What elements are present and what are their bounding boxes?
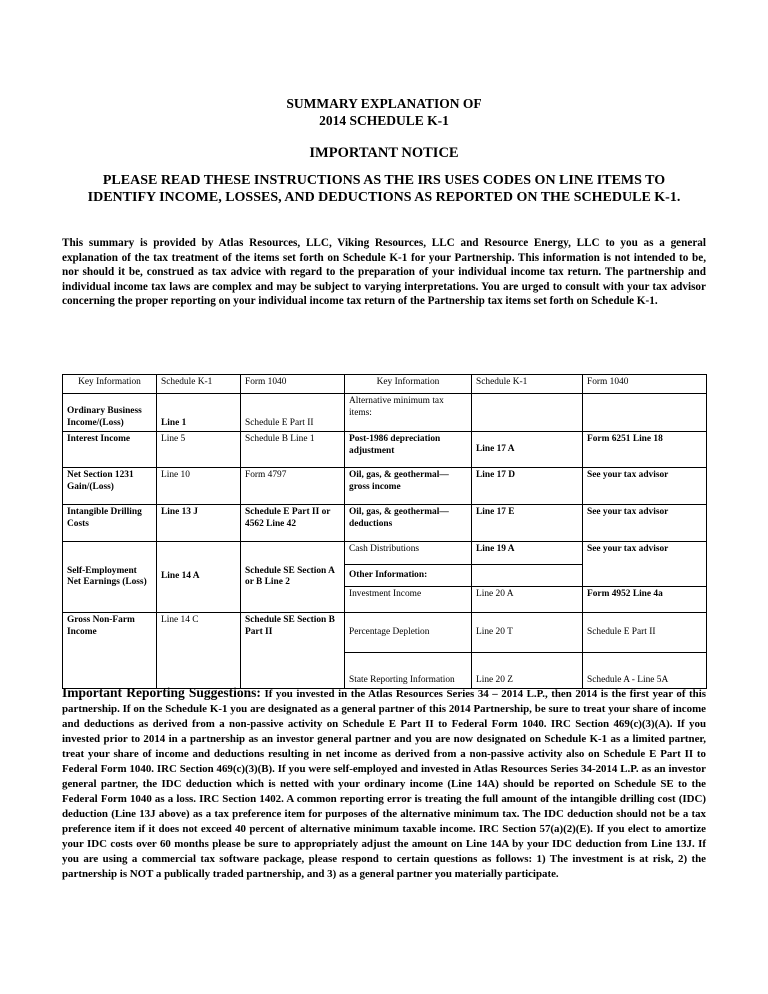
header-cell: Key Information — [63, 375, 157, 394]
k1-cell — [472, 394, 583, 432]
table-header-row — [63, 375, 707, 394]
form-cell: See your tax advisor — [583, 468, 707, 505]
table-row — [63, 542, 707, 565]
form-cell: Form 4797 — [241, 468, 345, 505]
k1-cell: Line 17 D — [472, 468, 583, 505]
k1-cell: Line 10 — [157, 468, 241, 505]
suggestions-text: If you invested in the Atlas Resources Series 34 – 2014 L.P., then 2014 is the first year of this partnership. If on the Schedule K-1 you are designated as a general partner of this 2014 Partnership, be sure to treat your share of income and deductions as derived from a non-passive activity on Schedule E Part II to Federal Form 1040. IRC Section 469(c)(3)(A). If you invested prior to 2014 in a partnership as an investor general partner and you are now designated on Schedule K-1 as a limited partner, treat your share of income and deductions resulting in net income as derived from a non-passive activity also on Schedule E Part II to Federal Form 1040. IRC Section 469(c)(3)(B). If you were self-employed and invested in Atlas Resources Series 34-2014 L.P. as an investor general partner, the IDC deduction which is netted with your ordinary income (Line 14A) should be reported on Schedule SE to the Federal Form 1040 as a loss. IRC Section 1402. A common reporting error is treating the full amount of the intangible drilling cost (IDC) deduction (Line 13J above) as a tax preference item for purposes of the alternative minimum tax. The IDC deduction should not be a tax preference item if it does not exceed 40 percent of alternative minimum taxable income. IRC Section 57(a)(2)(E). If you elect to amortize your IDC costs over 60 months please be sure to appropriately adjust the amount on Line 14A by your IDC deduction from Line 13J. If you are using a commercial tax software package, please respond to certain questions as follows: 1) The investment is at risk, 2) the partnership is NOT a publically traded partnership, and 3) as a general partner you materially participate. — [62, 688, 706, 880]
key-cell: Oil, gas, & geothermal—deductions — [345, 505, 472, 542]
key-cell: Gross Non-Farm Income — [63, 613, 157, 689]
k1-cell: Line 20 A — [472, 587, 583, 613]
document-title — [0, 95, 768, 129]
reporting-suggestions — [62, 685, 706, 882]
table-row — [63, 613, 707, 653]
form-cell — [583, 394, 707, 432]
k1-key-table — [62, 374, 707, 689]
k1-cell: Line 19 A — [472, 542, 583, 565]
table-row — [63, 505, 707, 542]
title-line: 2014 SCHEDULE K-1 — [319, 113, 449, 128]
key-cell: Oil, gas, & geothermal—gross income — [345, 468, 472, 505]
form-cell: Form 4952 Line 4a — [583, 587, 707, 613]
key-cell: Post-1986 depreciation adjustment — [345, 432, 472, 468]
key-cell: Ordinary Business Income/(Loss) — [63, 394, 157, 432]
key-cell: Other Information: — [345, 565, 472, 587]
key-cell: Net Section 1231 Gain/(Loss) — [63, 468, 157, 505]
k1-cell: Line 14 A — [157, 542, 241, 613]
k1-cell: Line 1 — [157, 394, 241, 432]
k1-cell: Line 13 J — [157, 505, 241, 542]
key-cell: Self-Employment Net Earnings (Loss) — [63, 542, 157, 613]
form-cell: See your tax advisor — [583, 542, 707, 587]
key-cell: Intangible Drilling Costs — [63, 505, 157, 542]
key-cell: Investment Income — [345, 587, 472, 613]
form-cell: Schedule SE Section B Part II — [241, 613, 345, 689]
header-cell: Schedule K-1 — [472, 375, 583, 394]
k1-cell — [472, 565, 583, 587]
k1-cell: Line 20 Z — [472, 653, 583, 689]
form-cell: Schedule A - Line 5A — [583, 653, 707, 689]
k1-cell: Line 20 T — [472, 613, 583, 653]
intro-paragraph: This summary is provided by Atlas Resources, LLC, Viking Resources, LLC and Resource Energy, LLC to you as a general explanation of the tax treatment of the items set forth on Schedule K-1 for your Partnership. This information is not intended to be, nor should it be, construed as tax advice with regard to the preparation of your individual income tax return. The partnership and individual income tax laws are complex and may be subject to varying interpretations. You are urged to consult with your tax advisor concerning the proper reporting on your individual income tax return of the Partnership tax items set forth on Schedule K-1. — [62, 237, 706, 308]
key-cell: State Reporting Information — [345, 653, 472, 689]
form-cell: Schedule SE Section A or B Line 2 — [241, 542, 345, 613]
table-row — [63, 394, 707, 432]
header-cell: Form 1040 — [241, 375, 345, 394]
table-row — [63, 432, 707, 468]
k1-cell: Line 17 E — [472, 505, 583, 542]
k1-cell: Line 17 A — [472, 432, 583, 468]
form-cell: Form 6251 Line 18 — [583, 432, 707, 468]
key-cell: Interest Income — [63, 432, 157, 468]
form-cell: Schedule B Line 1 — [241, 432, 345, 468]
suggestions-heading: Important Reporting Suggestions: — [62, 685, 261, 700]
instructions-heading: PLEASE READ THESE INSTRUCTIONS AS THE IRS USES CODES ON LINE ITEMS TO IDENTIFY INCOME, LOSSES, AND DEDUCTIONS AS REPORTED ON THE SCHEDULE K-1. — [87, 173, 681, 205]
form-cell: Schedule E Part II — [241, 394, 345, 432]
notice-heading: IMPORTANT NOTICE — [309, 145, 459, 161]
header-cell: Form 1040 — [583, 375, 707, 394]
key-cell: Alternative minimum tax items: — [345, 394, 472, 432]
form-cell: See your tax advisor — [583, 505, 707, 542]
k1-cell: Line 5 — [157, 432, 241, 468]
table-row — [63, 468, 707, 505]
form-cell: Schedule E Part II — [583, 613, 707, 653]
key-cell: Cash Distributions — [345, 542, 472, 565]
form-cell: Schedule E Part II or 4562 Line 42 — [241, 505, 345, 542]
k1-cell: Line 14 C — [157, 613, 241, 689]
header-cell: Key Information — [345, 375, 472, 394]
key-cell: Percentage Depletion — [345, 613, 472, 653]
title-line: SUMMARY EXPLANATION OF — [286, 96, 482, 111]
header-cell: Schedule K-1 — [157, 375, 241, 394]
